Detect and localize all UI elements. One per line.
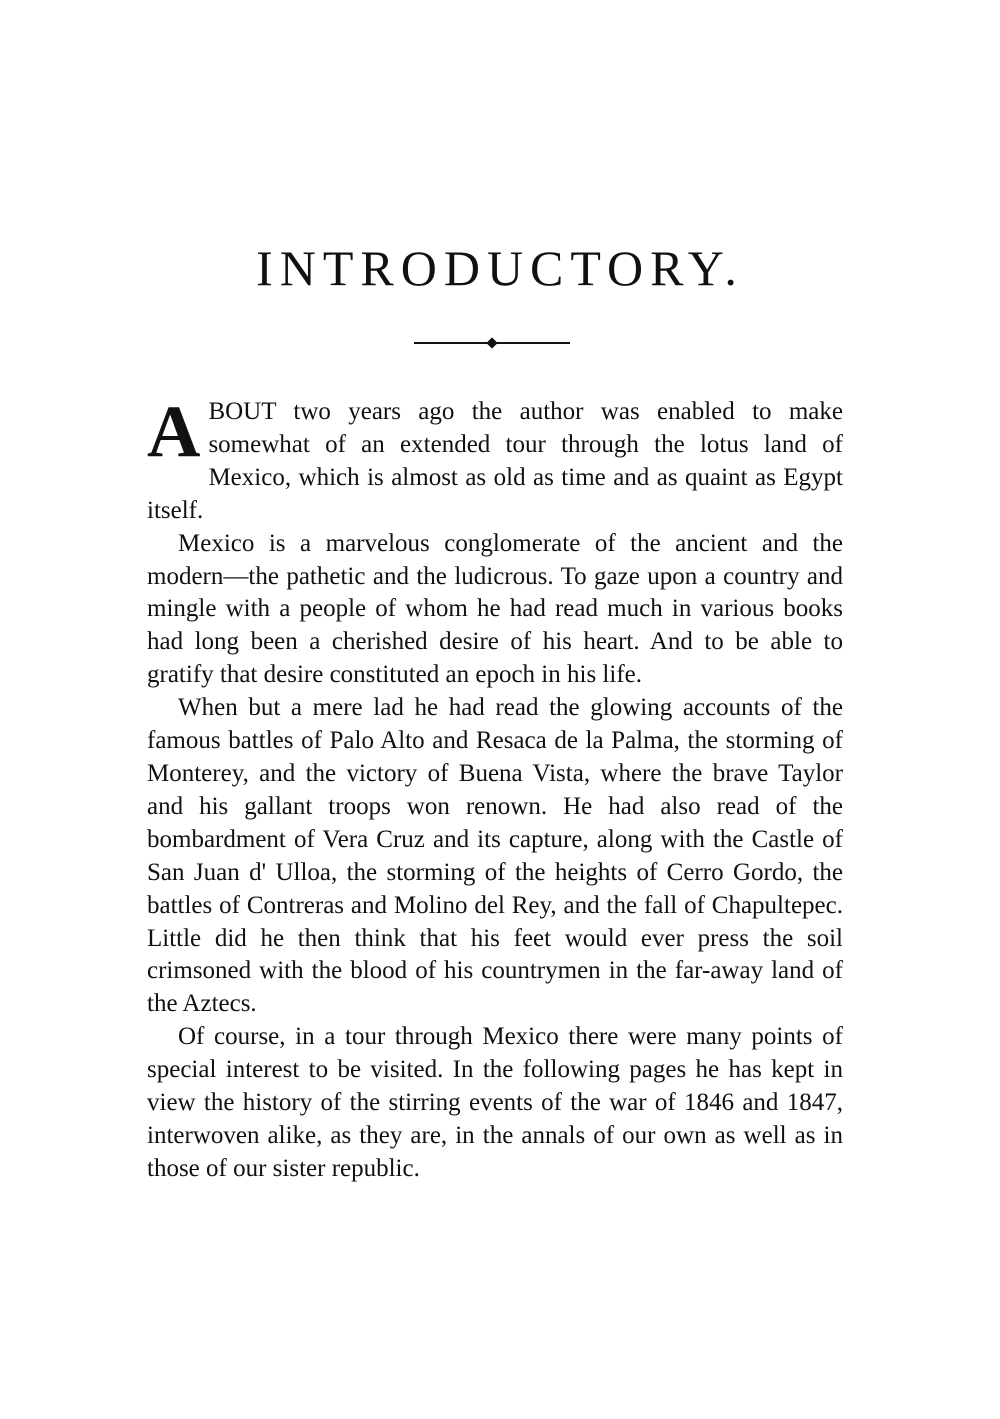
paragraph-1 [147, 391, 843, 528]
paragraph-4: Of course, in a tour through Mexico there were many points of special interest to be visited. In the following pages he has kept in view the history of the stirring events of the war of 1846 and 1847, interwoven alike, as they are, in the annals of our own as well as in those of our sister republic. [147, 1023, 843, 1182]
paragraph-2: Mexico is a marvelous conglomerate of the ancient and the modern—the pathetic and the ludicrous. To gaze upon a country and mingle with a people of whom he had read much in various books had long been a cherished desire of his heart. And to be able to gratify that desire constituted an epoch in his life. [147, 529, 843, 689]
chapter-title: INTRODUCTORY. [256, 240, 744, 296]
paragraph-1-text: two years ago the author was enabled to make somewhat of an extended tour through the lotus land of Mexico, which is almost as old as time and as quaint as Egypt itself. [147, 398, 843, 524]
body-text [147, 391, 843, 1186]
divider-line-left [414, 342, 488, 344]
drop-cap-letter: A [147, 391, 201, 473]
paragraph-1-lead-word: BOUT [208, 398, 277, 425]
title-divider-ornament [414, 336, 570, 350]
paragraph-3: When but a mere lad he had read the glowing accounts of the famous battles of Palo Alto and Resaca de la Palma, the storming of Monterey, and the victory of Buena Vista, where the brave Taylor and his gallant troops won renown. He had also read of the bombardment of Vera Cruz and its capture, along with the Castle of San Juan d' Ulloa, the storming of the heights of Cerro Gordo, the battles of Contreras and Molino del Rey, and the fall of Chapultepec. Little did he then think that his feet would ever press the soil crimsoned with the blood of his countrymen in the far-away land of the Aztecs. [147, 694, 843, 1018]
divider-line-right [496, 342, 570, 344]
